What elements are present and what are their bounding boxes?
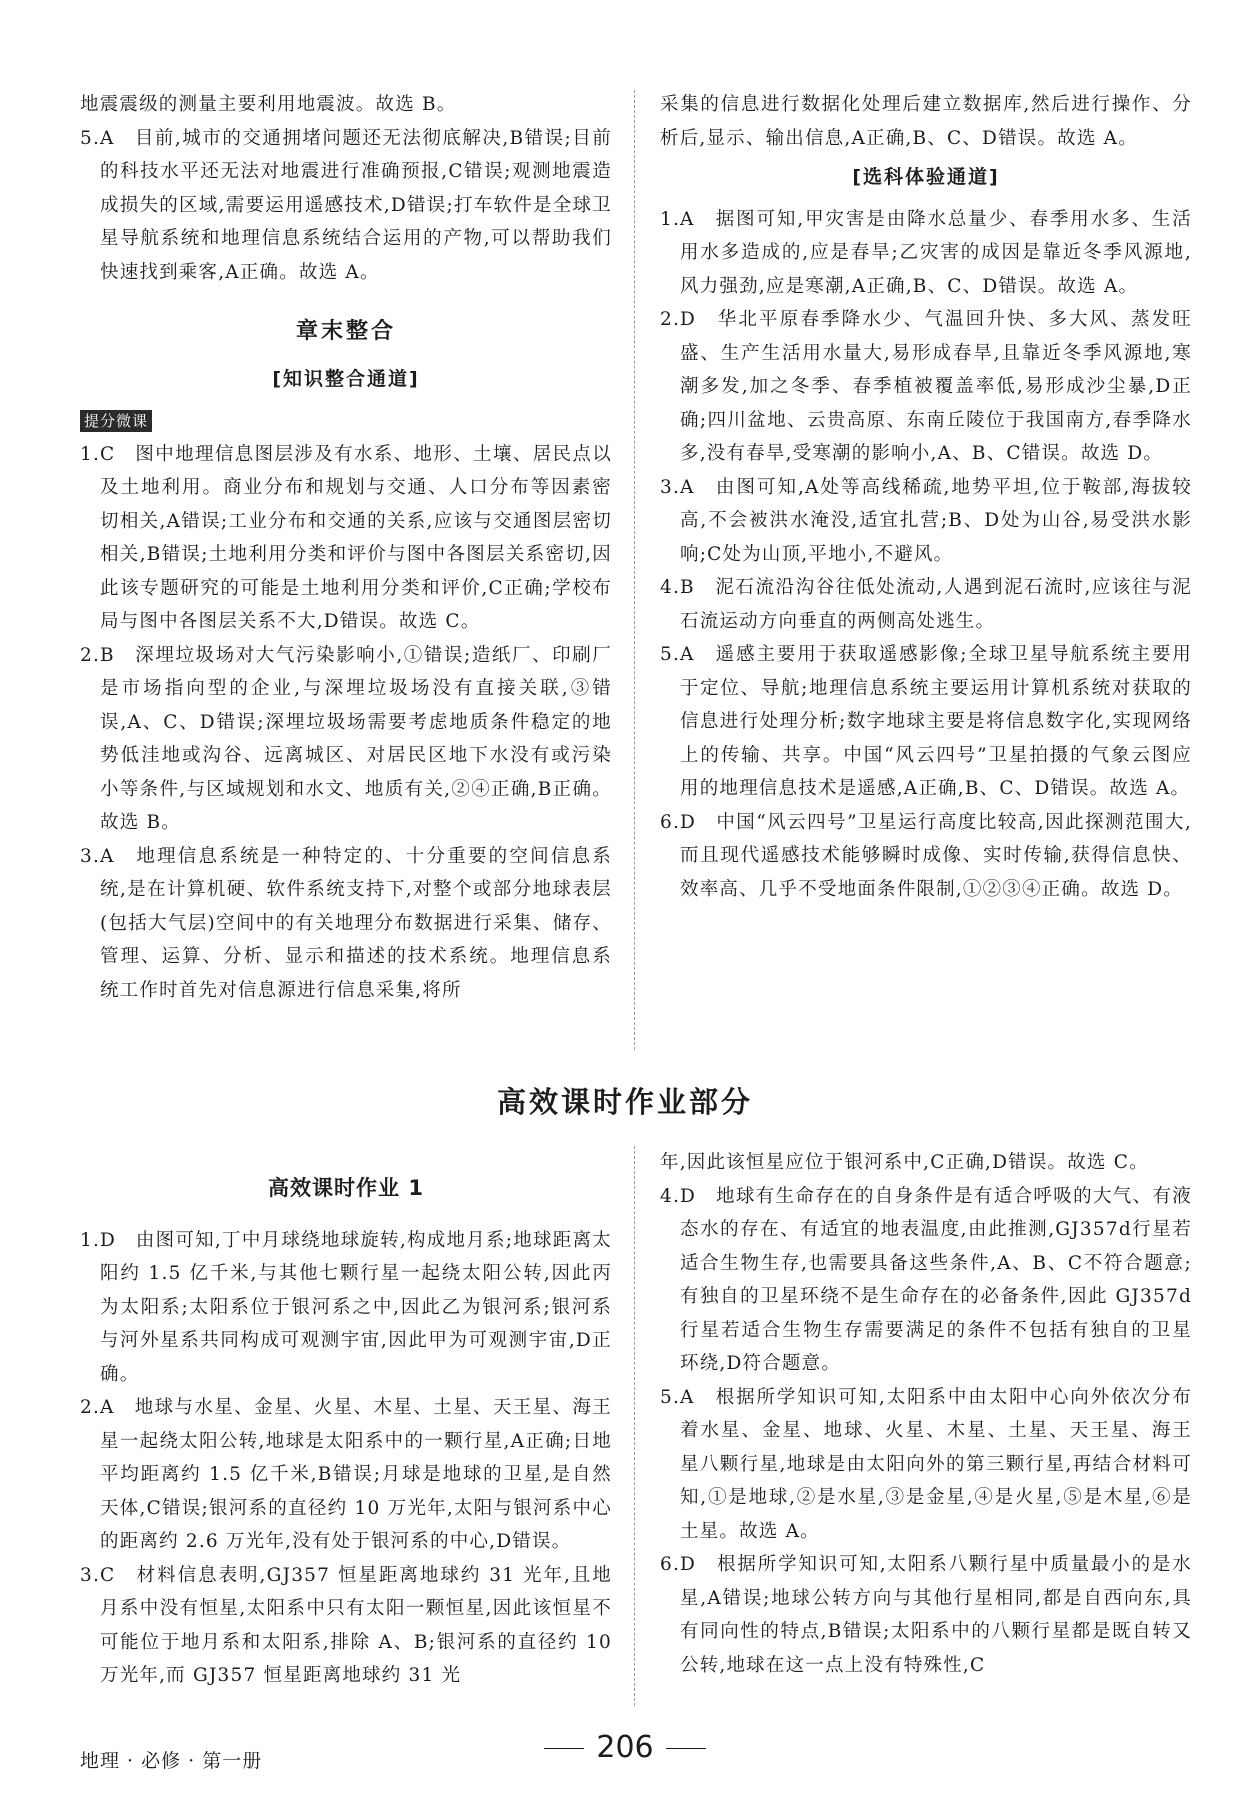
answer-item-3: 3.C 材料信息表明,GJ357 恒星距离地球约 31 光年,且地月系中没有恒星,太阳系中只有太阳一颗恒星,因此该恒星不可能位于地月系和太阳系,排除 A、B;银河系的直径约 10 万光年,而 GJ357 恒星距离地球约 31 光 — [80, 1564, 612, 1686]
answer-item-3: 3.A 地理信息系统是一种特定的、十分重要的空间信息系统,是在计算机硬、软件系统支持下,对整个或部分地球表层(包括大气层)空间中的有关地理分布数据进行采集、储存、管理、运算、分析、显示和描述的技术系统。地理信息系统工作时首先对信息源进行信息采集,将所 — [80, 845, 612, 1001]
answer-item-5: 5.A 目前,城市的交通拥堵问题还无法彻底解决,B错误;目前的科技水平还无法对地震进行准确预报,C错误;观测地震造成损失的区域,需要运用遥感技术,D错误;打车软件是全球卫星导航系统和地理信息系统结合运用的产物,可以帮助我们快速找到乘客,A正确。故选 A。 — [80, 127, 612, 283]
answer-item-3: 3.A 由图可知,A处等高线稀疏,地势平坦,位于鞍部,海拔较高,不会被洪水淹没,适宜扎营;B、D处为山谷,易受洪水影响;C处为山顶,平地小,不避风。 — [660, 476, 1192, 565]
answer-column-top-left — [80, 88, 612, 1007]
continued-paragraph: 年,因此该恒星应位于银河系中,C正确,D错误。故选 C。 — [660, 1152, 1149, 1173]
lesson-badge: 提分微课 — [80, 410, 152, 432]
answer-column-bottom-right — [660, 1146, 1192, 1682]
continued-paragraph: 地震震级的测量主要利用地震波。故选 B。 — [80, 94, 457, 115]
answer-item-4: 4.D 地球有生命存在的自身条件是有适合呼吸的大气、有液态水的存在、有适宜的地表温度,由此推测,GJ357d行星若适合生物生存,也需要具备这些条件,A、B、C不符合题意;有独自的卫星环绕不是生命存在的必备条件,因此 GJ357d 行星若适合生物生存需要满足的条件不包括有独自的卫星环绕,D符合题意。 — [660, 1185, 1192, 1374]
answer-item-1: 1.C 图中地理信息图层涉及有水系、地形、土壤、居民点以及土地利用。商业分布和规划与交通、人口分布等因素密切相关,A错误;工业分布和交通的关系,应该与交通图层密切相关,B错误;土地利用分类和评价与图中各图层关系密切,因此该专题研究的可能是土地利用分类和评价,C正确;学校布局与图中各图层关系不大,D错误。故选 C。 — [80, 443, 612, 632]
answer-item-1: 1.A 据图可知,甲灾害是由降水总量少、春季用水多、生活用水多造成的,应是春旱;乙灾害的成因是靠近冬季风源地,风力强劲,应是寒潮,A正确,B、C、D错误。故选 A。 — [660, 208, 1192, 297]
answer-item-5: 5.A 遥感主要用于获取遥感影像;全球卫星导航系统主要用于定位、导航;地理信息系统主要运用计算机系统对获取的信息进行处理分析;数字地球主要是将信息数字化,实现网络上的传输、共享。中国“风云四号”卫星拍摄的气象云图应用的地理信息技术是遥感,A正确,B、C、D错误。故选 A。 — [660, 644, 1192, 799]
answer-item-2: 2.D 华北平原春季降水少、气温回升快、多大风、蒸发旺盛、生产生活用水量大,易形成春旱,且靠近冬季风源地,寒潮多发,加之冬季、春季植被覆盖率低,易形成沙尘暴,D正确;四川盆地、云贵高原、东南丘陵位于我国南方,春季降水多,没有春旱,受寒潮的影响小,A、B、C错误。故选 D。 — [660, 309, 1192, 464]
homework-heading: 高效课时作业 1 — [268, 1176, 424, 1200]
page-number — [0, 1730, 1250, 1765]
answer-item-2: 2.B 深埋垃圾场对大气污染影响小,①错误;造纸厂、印刷厂是市场指向型的企业,与深埋垃圾场没有直接关联,③错误,A、C、D错误;深埋垃圾场需要考虑地质条件稳定的地势低洼地或沟谷、远离城区、对居民区地下水没有或污染小等条件,与区域规划和水文、地质有关,②④正确,B正确。故选 B。 — [80, 644, 612, 833]
answer-item-6: 6.D 中国“风云四号”卫星运行高度比较高,因此探测范围大,而且现代遥感技术能够瞬时成像、实时传输,获得信息快、效率高、几乎不受地面条件限制,①②③④正确。故选 D。 — [660, 811, 1192, 900]
column-divider — [634, 1146, 635, 1706]
answer-item-5: 5.A 根据所学知识可知,太阳系中由太阳中心向外依次分布着水星、金星、地球、火星、木星、土星、天王星、海王星八颗行星,地球是由太阳向外的第三颗行星,再结合材料可知,①是地球,②是水星,③是金星,④是火星,⑤是木星,⑥是土星。故选 A。 — [660, 1386, 1192, 1542]
answer-item-2: 2.A 地球与水星、金星、火星、木星、土星、天王星、海王星一起绕太阳公转,地球是太阳系中的一颗行星,A正确;日地平均距离约 1.5 亿千米,B错误;月球是地球的卫星,是自然天体,C错误;银河系的直径约 10 万光年,太阳与银河系中心的距离约 2.6 万光年,没有处于银河系的中心,D错误。 — [80, 1397, 612, 1552]
answer-column-top-right — [660, 88, 1192, 906]
continued-paragraph: 采集的信息进行数据化处理后建立数据库,然后进行操作、分析后,显示、输出信息,A正确,B、C、D错误。故选 A。 — [660, 94, 1192, 149]
knowledge-channel-heading: [知识整合通道] — [272, 367, 420, 390]
page-number-value: 206 — [596, 1730, 654, 1765]
answer-item-4: 4.B 泥石流沿沟谷往低处流动,人遇到泥石流时,应该往与泥石流运动方向垂直的两侧高处逃生。 — [660, 577, 1192, 632]
section-title: 高效课时作业部分 — [496, 1085, 753, 1119]
page-number-dash-right — [666, 1748, 706, 1749]
column-divider — [634, 90, 635, 1050]
elective-channel-heading: [选科体验通道] — [852, 166, 1000, 188]
book-title-footer: 地理 · 必修 · 第一册 — [80, 1750, 263, 1772]
answer-item-1: 1.D 由图可知,丁中月球绕地球旋转,构成地月系;地球距离太阳约 1.5 亿千米,与其他七颗行星一起绕太阳公转,因此丙为太阳系;太阳系位于银河系之中,因此乙为银河系;银河系与河外星系共同构成可观测宇宙,因此甲为可观测宇宙,D正确。 — [80, 1229, 612, 1385]
chapter-summary-heading: 章末整合 — [295, 319, 396, 344]
answer-item-6: 6.D 根据所学知识可知,太阳系八颗行星中质量最小的是水星,A错误;地球公转方向与其他行星相同,都是自西向东,具有同向性的特点,B错误;太阳系中的八颗行星都是既自转又公转,地球在这一点上没有特殊性,C — [660, 1554, 1192, 1676]
answer-column-bottom-left — [80, 1146, 612, 1693]
page-number-dash-left — [544, 1748, 584, 1749]
